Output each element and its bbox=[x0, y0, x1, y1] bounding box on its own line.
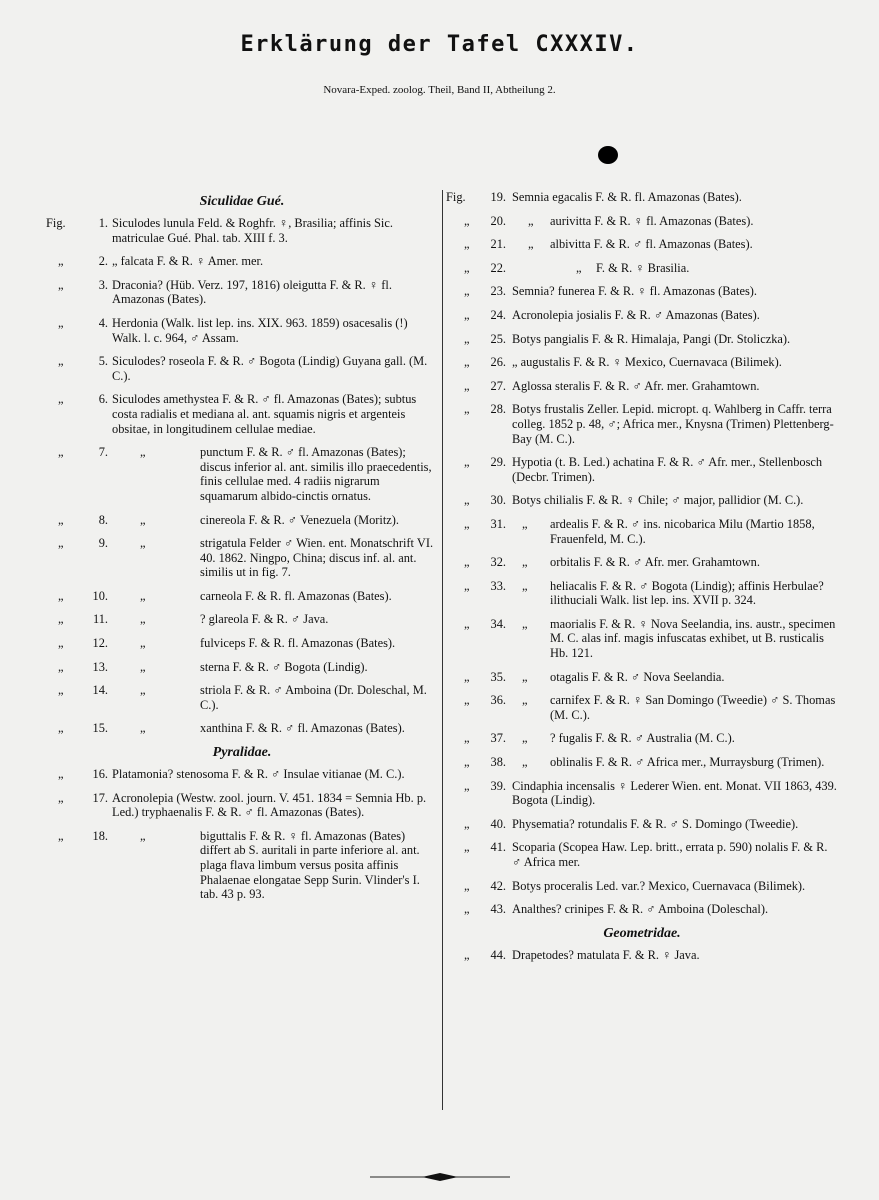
list-item: „ 17. Acronolepia (Westw. zool. journ. V. 451. 1834 = Semnia Hb. p. Led.) tryphaenalis F. & R. ♂ fl. Amazonas (Bates). bbox=[58, 790, 427, 820]
list-item: „ 26. „ augustalis F. & R. ♀ Mexico, Cuernavaca (Bilimek). bbox=[464, 355, 782, 370]
list-item: „ 14. „ striola F. & R. ♂ Amboina (Dr. Doleschal, M. C.). bbox=[58, 683, 427, 712]
list-item: „ 22. „ F. & R. ♀ Brasilia. bbox=[464, 260, 690, 275]
left-column bbox=[46, 190, 438, 911]
list-item: „ 16. Platamonia? stenosoma F. & R. ♂ Insulae vitianae (M. C.). bbox=[58, 767, 405, 782]
list-item: „ 2. „ falcata F. & R. ♀ Amer. mer. bbox=[58, 254, 264, 269]
column-divider bbox=[442, 190, 443, 1110]
list-item: Fig. 19. Semnia egacalis F. & R. fl. Amazonas (Bates). bbox=[446, 190, 742, 204]
list-item: „ 20. „ aurivitta F. & R. ♀ fl. Amazonas (Bates). bbox=[464, 213, 754, 228]
list-item: „ 41. Scoparia (Scopea Haw. Lep. britt., errata p. 590) nolalis F. & R. ♂ Africa mer. bbox=[464, 840, 828, 869]
list-item: „ 35. „ otagalis F. & R. ♂ Nova Seelandia. bbox=[464, 669, 725, 684]
section-heading-geometridae: Geometridae. bbox=[603, 925, 681, 941]
list-item: Fig. 1. Siculodes lunula Feld. & Roghfr. ♀, Brasilia; affinis Sic. matriculae Gué. Phal. tab. XIII f. 3. bbox=[46, 216, 393, 245]
list-item: „ 11. „ ? glareola F. & R. ♂ Java. bbox=[58, 612, 329, 627]
list-item: „ 13. „ sterna F. & R. ♂ Bogota (Lindig). bbox=[58, 659, 368, 674]
list-item: „ 8. „ cinereola F. & R. ♂ Venezuela (Moritz). bbox=[58, 512, 400, 527]
list-item: „ 31. „ ardealis F. & R. ♂ ins. nicobarica Milu (Martio 1858, Frauenfeld, M. C.). bbox=[464, 516, 815, 546]
list-item: „ 18. „ biguttalis F. & R. ♀ fl. Amazonas (Bates) differt ab S. auritali in parte inferiore al. ant. plaga flava limbum versus posita affinis Phalaenae elongatae Sepp Surin. Vlinder's I. tab. 43 p. 93. bbox=[58, 828, 420, 902]
list-item: „ 44. Drapetodes? matulata F. & R. ♀ Java. bbox=[464, 947, 700, 962]
list-item: „ 3. Draconia? (Hüb. Verz. 197, 1816) oleigutta F. & R. ♀ fl. Amazonas (Bates). bbox=[58, 277, 392, 307]
list-item: „ 43. Analthes? crinipes F. & R. ♂ Amboina (Doleschal). bbox=[464, 902, 769, 917]
list-item: „ 5. Siculodes? roseola F. & R. ♂ Bogota (Lindig) Guyana gall. (M. C.). bbox=[58, 354, 428, 383]
list-item: „ 39. Cindaphia incensalis ♀ Lederer Wien. ent. Monat. VII 1863, 439. Bogota (Lindig). bbox=[464, 778, 837, 808]
list-item: „ 42. Botys proceralis Led. var.? Mexico, Cuernavaca (Bilimek). bbox=[464, 878, 806, 893]
list-item: „ 28. Botys frustalis Zeller. Lepid. micropt. q. Wahlberg in Caffr. terra colleg. 1852 p. 48, ♂; Africa mer., Knysna (Trimen) Plettenberg-Bay (M. C.). bbox=[464, 402, 834, 446]
list-item: „ 33. „ heliacalis F. & R. ♂ Bogota (Lindig); affinis Herbulae? ilithuciali Walk. list lep. ins. XVII p. 324. bbox=[464, 578, 824, 608]
list-item: „ 27. Aglossa steralis F. & R. ♂ Afr. mer. Grahamtown. bbox=[464, 378, 760, 393]
list-item: „ 32. „ orbitalis F. & R. ♂ Afr. mer. Grahamtown. bbox=[464, 555, 760, 570]
list-item: „ 37. „ ? fugalis F. & R. ♂ Australia (M. C.). bbox=[464, 731, 735, 746]
list-item: „ 6. Siculodes amethystea F. & R. ♂ fl. Amazonas (Bates); subtus costa radialis et mediana al. ant. squamis nigris et argenteis obsitae, in longitudinem cellulae mediae. bbox=[58, 392, 417, 436]
list-item: „ 7. „ punctum F. & R. ♂ fl. Amazonas (Bates); discus inferior al. ant. similis illo praecedentis, finis cellulae med. 4 radiis nigrarum squamarum albido-cinctis ornatus. bbox=[58, 445, 432, 503]
ornament-rule bbox=[370, 1170, 510, 1184]
right-column bbox=[446, 190, 838, 971]
page-subtitle: Novara-Exped. zoolog. Theil, Band II, Abtheilung 2. bbox=[323, 84, 556, 96]
list-item: „ 15. „ xanthina F. & R. ♂ fl. Amazonas (Bates). bbox=[58, 721, 405, 736]
list-item: „ 30. Botys chilialis F. & R. ♀ Chile; ♂ major, pallidior (M. C.). bbox=[464, 493, 804, 508]
list-item: „ 36. „ carnifex F. & R. ♀ San Domingo (Tweedie) ♂ S. Thomas (M. C.). bbox=[464, 693, 836, 722]
list-item: „ 38. „ oblinalis F. & R. ♂ Africa mer., Murraysburg (Trimen). bbox=[464, 755, 825, 770]
list-item: „ 24. Acronolepia josialis F. & R. ♂ Amazonas (Bates). bbox=[464, 307, 760, 322]
section-heading-siculidae: Siculidae Gué. bbox=[199, 194, 285, 209]
ink-spot bbox=[598, 146, 618, 164]
list-item: „ 34. „ maorialis F. & R. ♀ Nova Seelandia, ins. austr., specimen M. C. alas inf. magis infuscatas exhibet, ut B. rusticalis Hb. 121. bbox=[464, 616, 836, 661]
section-heading-pyralidae: Pyralidae. bbox=[212, 745, 272, 761]
list-item: „ 25. Botys pangialis F. & R. Himalaja, Pangi (Dr. Stoliczka). bbox=[464, 331, 791, 346]
list-item: „ 21. „ albivitta F. & R. ♂ fl. Amazonas (Bates). bbox=[464, 237, 753, 252]
page-title: Erklärung der Tafel CXXXIV. bbox=[240, 32, 639, 57]
list-item: „ 9. „ strigatula Felder ♂ Wien. ent. Monatschrift VI. 40. 1862. Ningpo, China; discus inf. al. ant. similis ut in fig. 7. bbox=[58, 536, 434, 580]
list-item: „ 10. „ carneola F. & R. fl. Amazonas (Bates). bbox=[58, 588, 392, 603]
list-item: „ 4. Herdonia (Walk. list lep. ins. XIX. 963. 1859) osacesalis (!) Walk. l. c. 964, ♂ Assam. bbox=[58, 315, 408, 345]
list-item: „ 40. Physematia? rotundalis F. & R. ♂ S. Domingo (Tweedie). bbox=[464, 816, 799, 831]
list-item: „ 23. Semnia? funerea F. & R. ♀ fl. Amazonas (Bates). bbox=[464, 284, 758, 299]
list-item: „ 29. Hypotia (t. B. Led.) achatina F. & R. ♂ Afr. mer., Stellenbosch (Decbr. Trimen). bbox=[464, 455, 823, 484]
list-item: „ 12. „ fulviceps F. & R. fl. Amazonas (Bates). bbox=[58, 636, 396, 651]
